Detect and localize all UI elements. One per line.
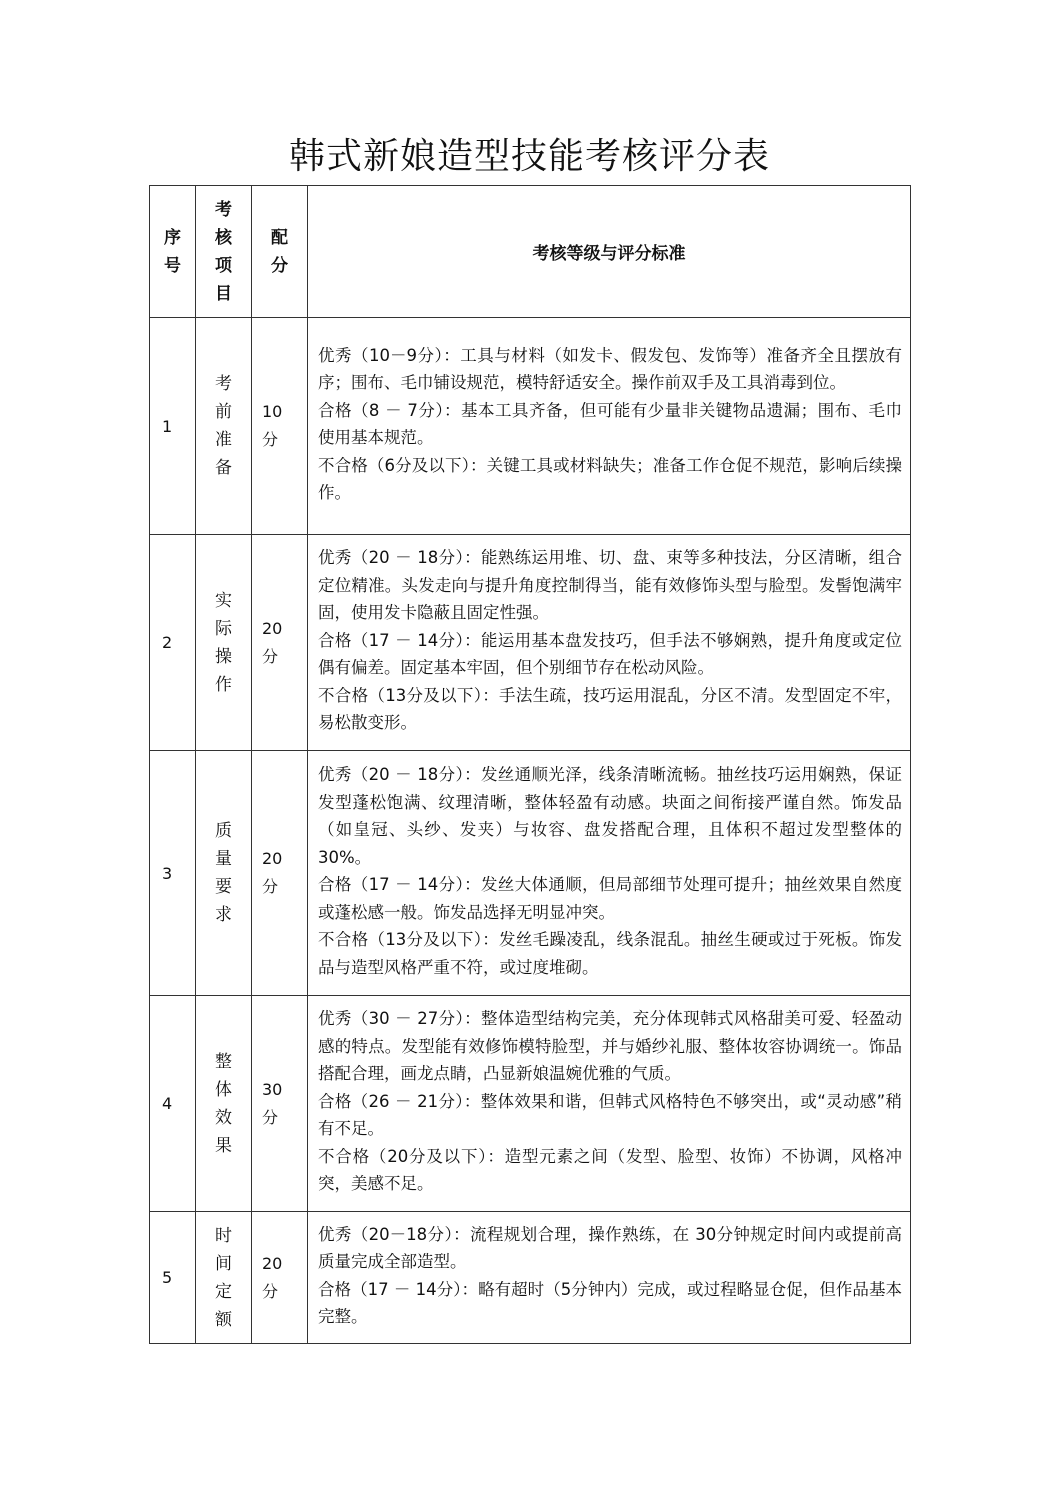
row-score: 10 分 [252, 318, 308, 535]
table-row [150, 318, 911, 535]
criteria-fail: 不合格（13分及以下）：发丝毛躁凌乱，线条混乱。抽丝生硬或过于死板。饰发品与造型风格严重不符，或过度堆砌。 [318, 930, 902, 977]
table-row [150, 996, 911, 1212]
row-score: 20 分 [252, 751, 308, 996]
row-criteria [308, 318, 911, 535]
criteria-excellent: 优秀（20 － 18分）：发丝通顺光泽，线条清晰流畅。抽丝技巧运用娴熟，保证发型蓬松饱满、纹理清晰，整体轻盈有动感。块面之间衔接严谨自然。饰发品（如皇冠、头纱、发夹）与妆容、盘发搭配合理，且体积不超过发型整体的 30%。 [318, 765, 902, 867]
row-index: 4 [150, 996, 196, 1212]
row-index: 5 [150, 1212, 196, 1344]
row-criteria [308, 535, 911, 751]
table-row [150, 1212, 911, 1344]
criteria-excellent: 优秀（20－18分）：流程规划合理，操作熟练，在 30分钟规定时间内或提前高质量完成全部造型。 [318, 1224, 902, 1271]
row-item: 实际操作 [196, 535, 252, 751]
scoring-table [149, 185, 911, 1344]
criteria-pass: 合格（17 － 14分）：略有超时（5分钟内）完成，或过程略显仓促，但作品基本完整。 [318, 1279, 902, 1326]
row-item: 考前准备 [196, 318, 252, 535]
criteria-pass: 合格（8 － 7分）：基本工具齐备，但可能有少量非关键物品遗漏；围布、毛巾使用基本规范。 [318, 400, 902, 447]
row-criteria [308, 1212, 911, 1344]
row-item: 整体效果 [196, 996, 252, 1212]
header-item: 考核项目 [196, 186, 252, 318]
table-row [150, 751, 911, 996]
document-title: 韩式新娘造型技能考核评分表 [288, 136, 770, 177]
row-item: 质量要求 [196, 751, 252, 996]
criteria-fail: 不合格（13分及以下）：手法生疏，技巧运用混乱，分区不清。发型固定不牢，易松散变形。 [318, 685, 902, 733]
row-criteria [308, 996, 911, 1212]
criteria-excellent: 优秀（10－9分）：工具与材料（如发卡、假发包、发饰等）准备齐全且摆放有序；围布、毛巾铺设规范，模特舒适安全。操作前双手及工具消毒到位。 [318, 345, 902, 392]
row-index: 1 [150, 318, 196, 535]
criteria-excellent: 优秀（20 － 18分）：能熟练运用堆、切、盘、束等多种技法，分区清晰，组合定位精准。头发走向与提升角度控制得当，能有效修饰头型与脸型。发髻饱满牢固，使用发卡隐蔽且固定性强。 [318, 548, 902, 623]
row-score: 20 分 [252, 535, 308, 751]
row-index: 2 [150, 535, 196, 751]
criteria-excellent: 优秀（30 － 27分）：整体造型结构完美，充分体现韩式风格甜美可爱、轻盈动感的特点。发型能有效修饰模特脸型，并与婚纱礼服、整体妆容协调统一。饰品搭配合理，画龙点睛，凸显新娘温婉优雅的气质。 [318, 1009, 902, 1084]
row-item: 时间定额 [196, 1212, 252, 1344]
criteria-fail: 不合格（6分及以下）：关键工具或材料缺失；准备工作仓促不规范，影响后续操作。 [318, 455, 902, 502]
row-criteria [308, 751, 911, 996]
row-score: 20 分 [252, 1212, 308, 1344]
header-score: 配分 [252, 186, 308, 318]
criteria-fail: 不合格（20分及以下）：造型元素之间（发型、脸型、妆饰）不协调，风格冲突，美感不足。 [318, 1146, 902, 1194]
header-index: 序号 [150, 186, 196, 318]
row-score: 30 分 [252, 996, 308, 1212]
header-criteria: 考核等级与评分标准 [308, 186, 911, 318]
criteria-pass: 合格（26 － 21分）：整体效果和谐，但韩式风格特色不够突出，或“灵动感”稍有不足。 [318, 1091, 902, 1139]
table-header-row [150, 186, 911, 318]
row-index: 3 [150, 751, 196, 996]
criteria-pass: 合格（17 － 14分）：能运用基本盘发技巧，但手法不够娴熟，提升角度或定位偶有偏差。固定基本牢固，但个别细节存在松动风险。 [318, 630, 902, 678]
table-row [150, 535, 911, 751]
criteria-pass: 合格（17 － 14分）：发丝大体通顺，但局部细节处理可提升；抽丝效果自然度或蓬松感一般。饰发品选择无明显冲突。 [318, 875, 902, 922]
